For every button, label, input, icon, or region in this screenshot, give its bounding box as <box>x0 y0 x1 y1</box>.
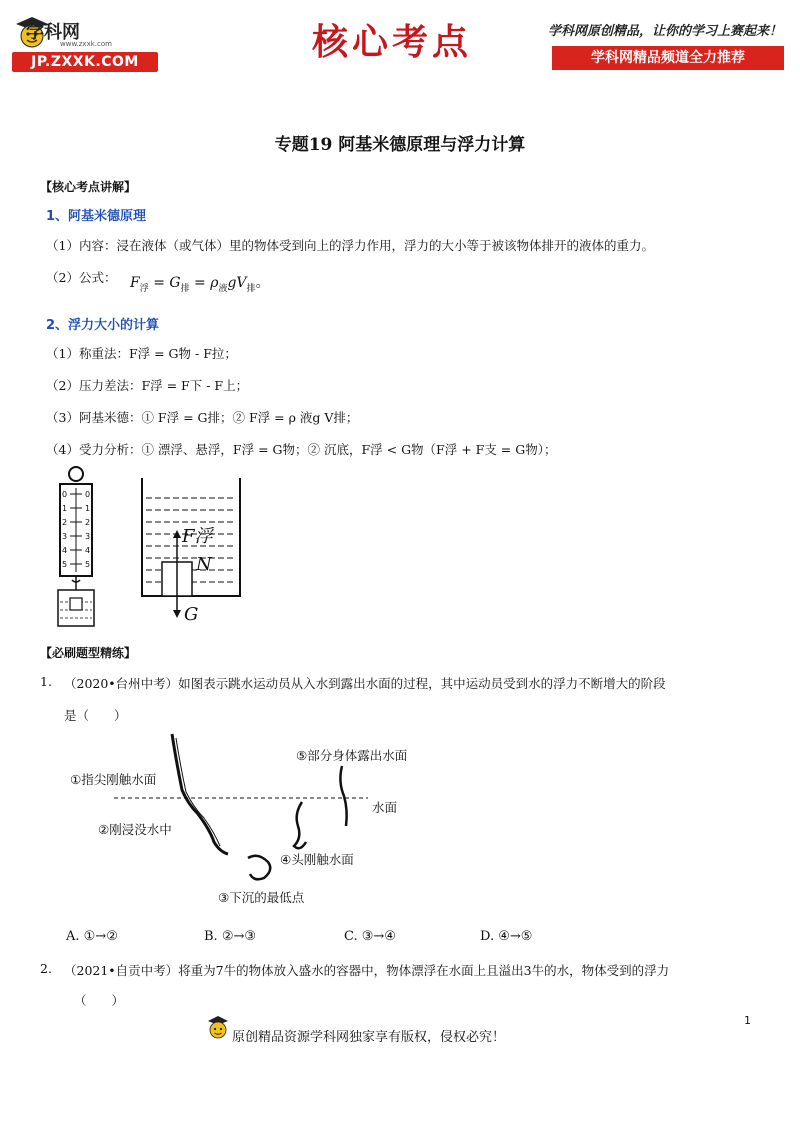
svg-text:2: 2 <box>85 518 91 527</box>
mascot-icon <box>206 1014 230 1040</box>
svg-text:5: 5 <box>62 560 68 569</box>
label-fingertip-touch: ①指尖刚触水面 <box>70 772 157 787</box>
svg-text:G: G <box>184 604 199 625</box>
heading-archimedes: 1、阿基米德原理 <box>46 209 147 224</box>
q2-text: （2021•自贡中考）将重为7牛的物体放入盛水的容器中，物体漂浮在水面上且溢出3牛的水，物体受到的浮力 <box>64 963 670 978</box>
q1-option-d[interactable]: D. ④→⑤ <box>480 929 533 944</box>
q1-text-cont: 是（ ） <box>64 708 127 723</box>
logo-domain-bar[interactable]: JP.ZXXK.COM <box>12 52 158 72</box>
calc-line-1: （1）称重法：F浮 = G物 - F拉； <box>46 346 237 361</box>
logo-url: www.zxxk.com <box>60 40 112 48</box>
label-water-surface: 水面 <box>372 800 398 815</box>
heading-buoyancy-calc: 2、浮力大小的计算 <box>46 318 160 333</box>
calc-line-4: （4）受力分析：① 漂浮、悬浮，F浮 = G物；② 沉底，F浮 < G物（F浮 + F支 = G物）； <box>46 442 557 457</box>
svg-text:5: 5 <box>85 560 91 569</box>
svg-text:0: 0 <box>62 490 68 499</box>
q1-option-b[interactable]: B. ②→③ <box>204 929 257 944</box>
copyright-notice: 原创精品资源学科网独家享有版权，侵权必究！ <box>232 1030 506 1045</box>
svg-text:2: 2 <box>62 518 68 527</box>
section-label-core: 【核心考点讲解】 <box>40 180 137 194</box>
document-title: 专题19 阿基米德原理与浮力计算 <box>274 135 526 155</box>
svg-text:4: 4 <box>85 546 91 555</box>
calc-line-2: （2）压力差法：F浮 = F下 - F上； <box>46 378 249 393</box>
content-line: （1）内容：浸在液体（或气体）里的物体受到向上的浮力作用，浮力的大小等于被该物体排开的液体的重力。 <box>46 238 654 253</box>
label-head-touch: ④头刚触水面 <box>280 852 354 867</box>
svg-text:1: 1 <box>62 504 68 513</box>
formula-prefix: （2）公式： <box>46 270 117 285</box>
page-number: 1 <box>744 1014 751 1027</box>
svg-text:3: 3 <box>85 532 91 541</box>
svg-text:3: 3 <box>62 532 68 541</box>
formula: $F_浮 = G_排 = \rho_液gV_排$。 <box>130 275 270 294</box>
q2-text-cont: （ ） <box>74 993 125 1008</box>
label-fully-submerged: ②刚浸没水中 <box>98 822 172 837</box>
svg-text:N: N <box>196 554 212 575</box>
beaker-force-figure <box>138 476 248 626</box>
section-label-practice: 【必刷题型精练】 <box>40 646 137 660</box>
svg-text:F浮: F浮 <box>182 526 213 547</box>
logo-site-name: 学科网 <box>26 22 80 43</box>
q1-option-a[interactable]: A. ①→② <box>66 929 118 944</box>
slogan-bar: 学科网精品频道全力推荐 <box>552 46 784 70</box>
calc-line-3: （3）阿基米德：① F浮 = G排；② F浮 = ρ 液g V排； <box>46 410 359 425</box>
slogan: 学科网原创精品，让你的学习上赛起来！ <box>547 24 782 39</box>
q1-text: （2020•台州中考）如图表示跳水运动员从入水到露出水面的过程，其中运动员受到水的浮力不断增大的阶段 <box>64 676 666 691</box>
label-body-emerged: ⑤部分身体露出水面 <box>296 748 408 763</box>
svg-text:4: 4 <box>62 546 68 555</box>
svg-text:0: 0 <box>85 490 91 499</box>
spring-scale-figure <box>48 464 108 634</box>
q1-option-c[interactable]: C. ③→④ <box>344 929 396 944</box>
q1-number: 1. <box>40 674 52 689</box>
label-lowest-point: ③下沉的最低点 <box>218 890 305 905</box>
brand-title: 核心考点 <box>311 21 472 63</box>
q2-number: 2. <box>40 961 52 976</box>
svg-text:1: 1 <box>85 504 91 513</box>
